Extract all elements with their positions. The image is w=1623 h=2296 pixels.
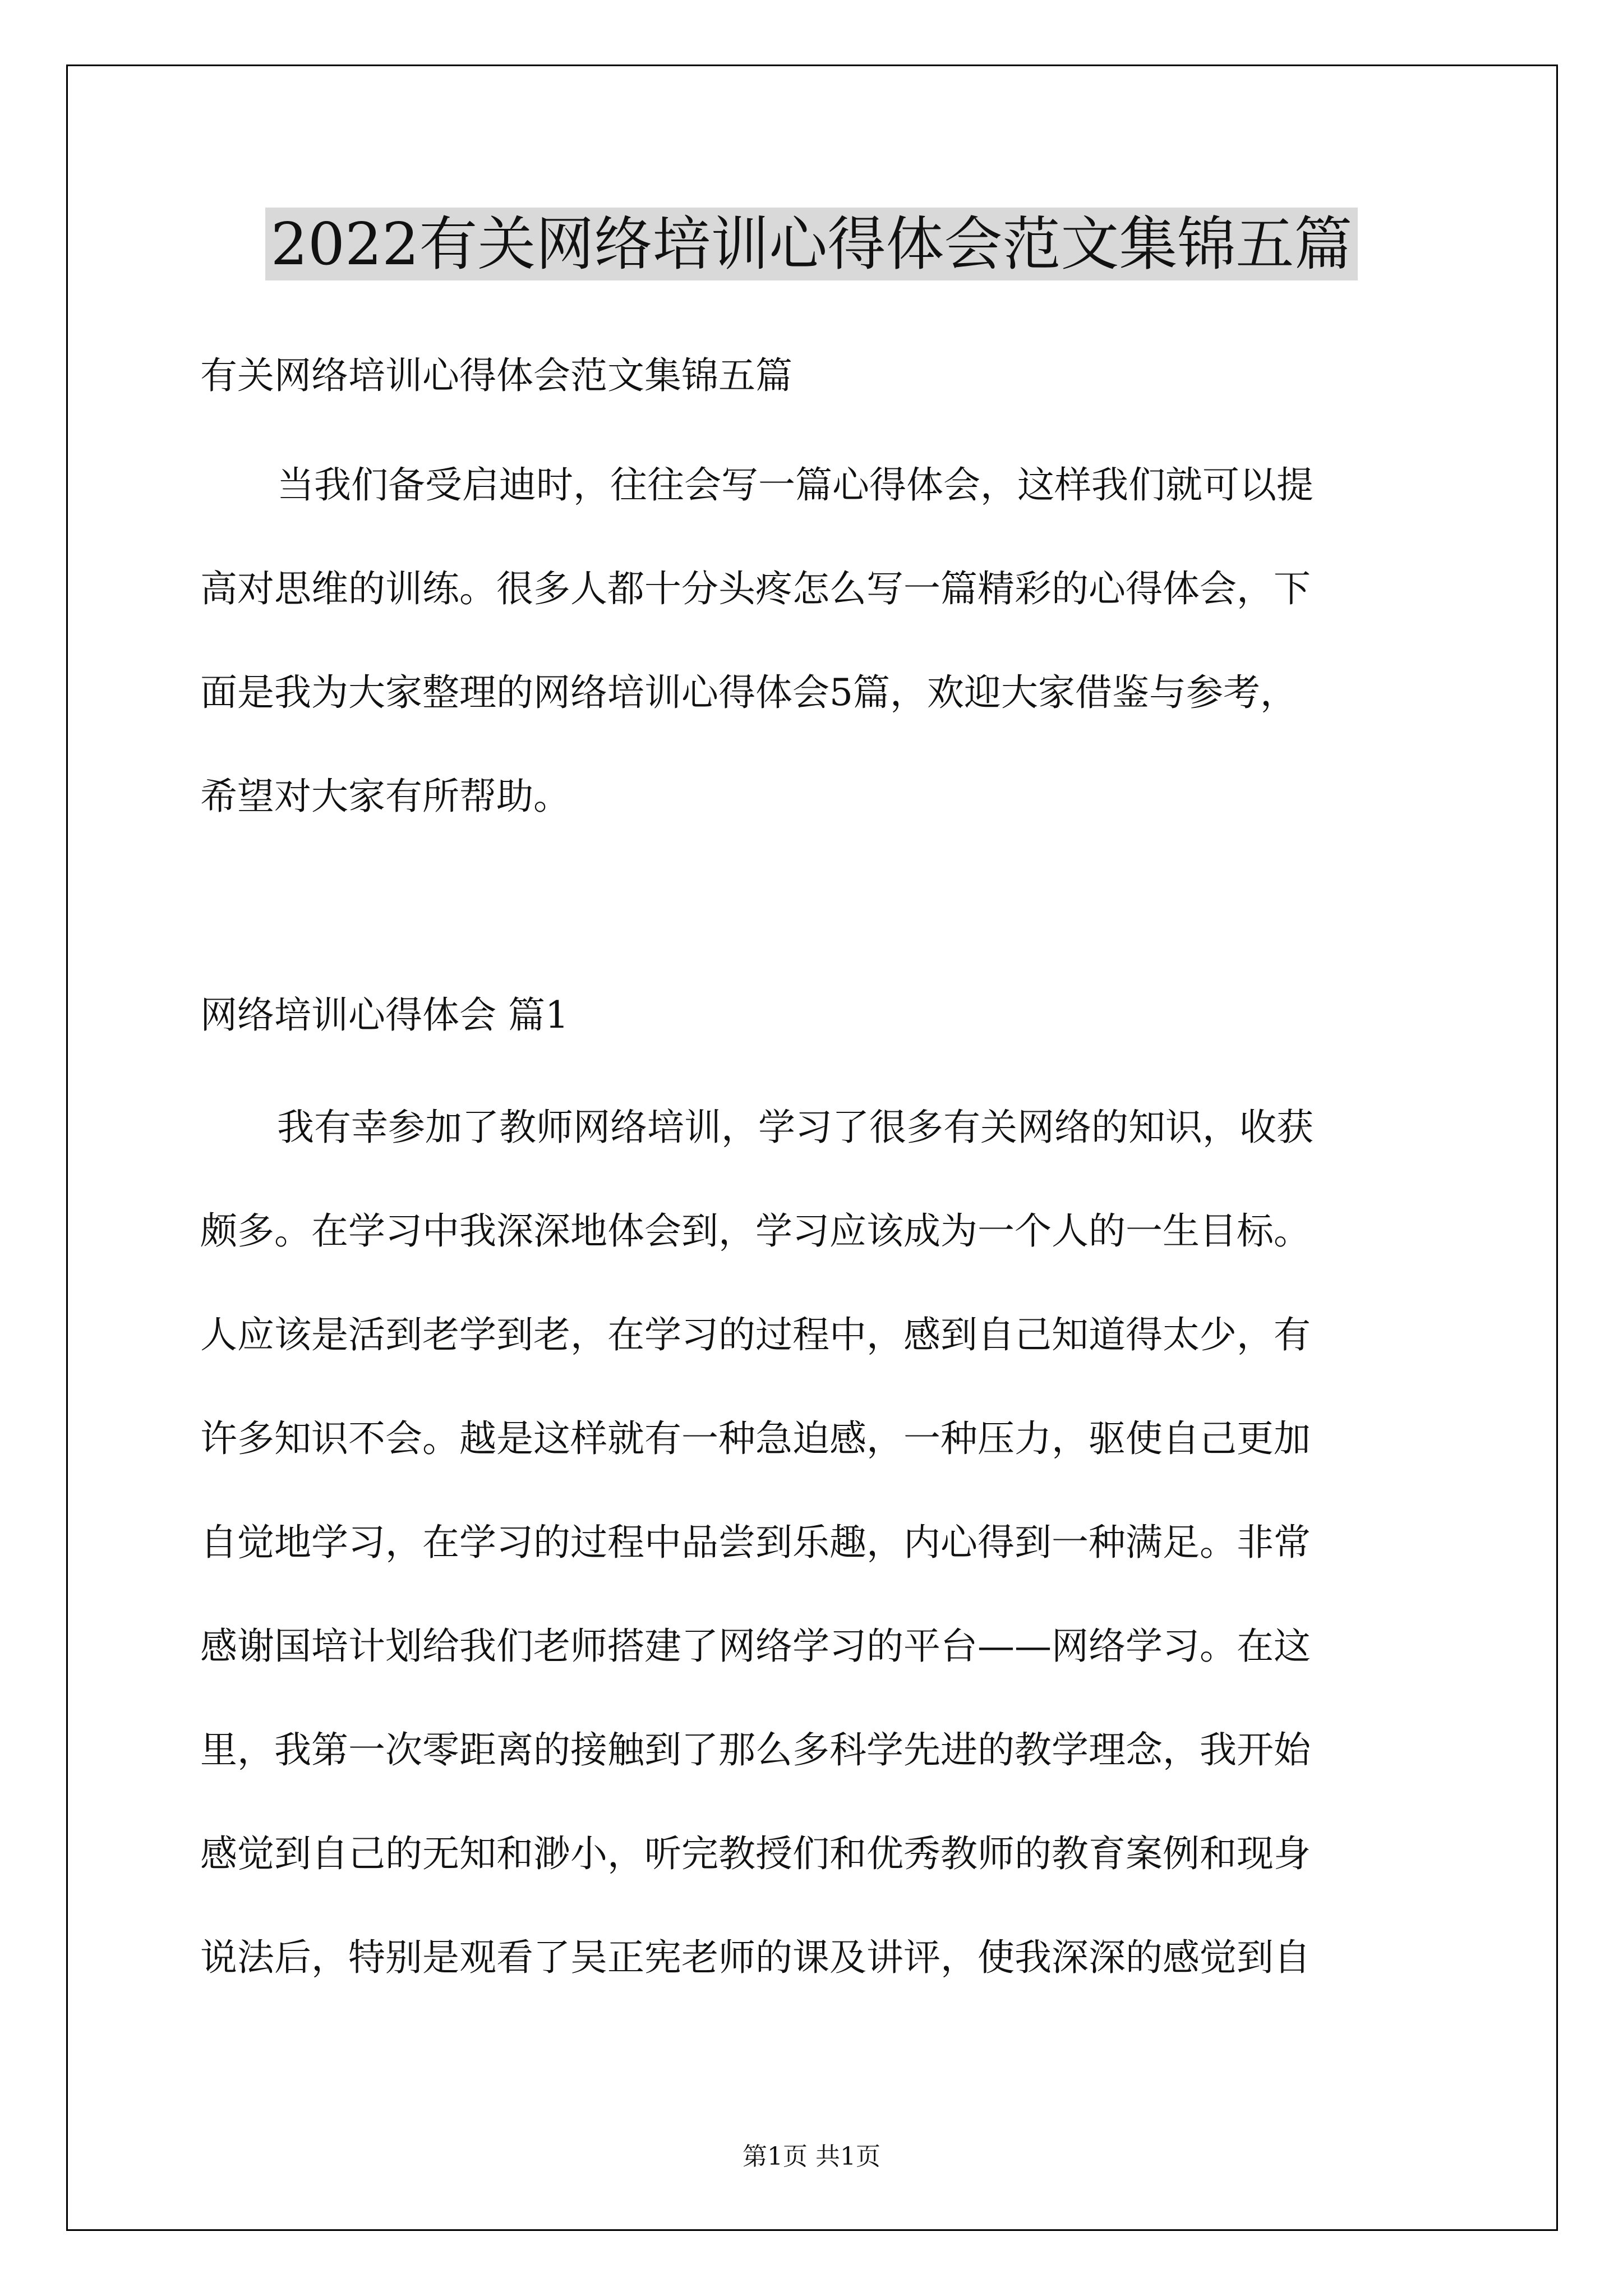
- intro-line-1: 当我们备受启迪时，往往会写一篇心得体会，这样我们就可以提: [277, 463, 1313, 507]
- page-footer: 第1页 共1页: [743, 2142, 880, 2171]
- section-line-7: 里，我第一次零距离的接触到了那么多科学先进的教学理念，我开始: [200, 1728, 1311, 1772]
- intro-line-3: 面是我为大家整理的网络培训心得体会5篇，欢迎大家借鉴与参考，: [200, 671, 1297, 714]
- section-line-3: 人应该是活到老学到老，在学习的过程中，感到自己知道得太少，有: [200, 1313, 1311, 1356]
- document-subtitle: 有关网络培训心得体会范文集锦五篇: [200, 354, 792, 397]
- section-line-6: 感谢国培计划给我们老师搭建了网络学习的平台——网络学习。在这: [200, 1625, 1311, 1668]
- section-line-2: 颇多。在学习中我深深地体会到，学习应该成为一个人的一生目标。: [200, 1209, 1311, 1253]
- section-line-5: 自觉地学习，在学习的过程中品尝到乐趣，内心得到一种满足。非常: [200, 1521, 1311, 1564]
- document-title-text: 2022有关网络培训心得体会范文集锦五篇: [265, 208, 1358, 280]
- section-heading: 网络培训心得体会 篇1: [200, 993, 569, 1037]
- document-title: [0, 205, 1623, 283]
- intro-line-2: 高对思维的训练。很多人都十分头疼怎么写一篇精彩的心得体会，下: [200, 567, 1311, 610]
- section-line-9: 说法后，特别是观看了吴正宪老师的课及讲评，使我深深的感觉到自: [200, 1936, 1311, 1979]
- section-line-4: 许多知识不会。越是这样就有一种急迫感，一种压力，驱使自己更加: [200, 1417, 1311, 1460]
- intro-line-4: 希望对大家有所帮助。: [200, 775, 570, 818]
- section-line-8: 感觉到自己的无知和渺小，听完教授们和优秀教师的教育案例和现身: [200, 1832, 1311, 1875]
- section-line-1: 我有幸参加了教师网络培训，学习了很多有关网络的知识，收获: [277, 1106, 1313, 1149]
